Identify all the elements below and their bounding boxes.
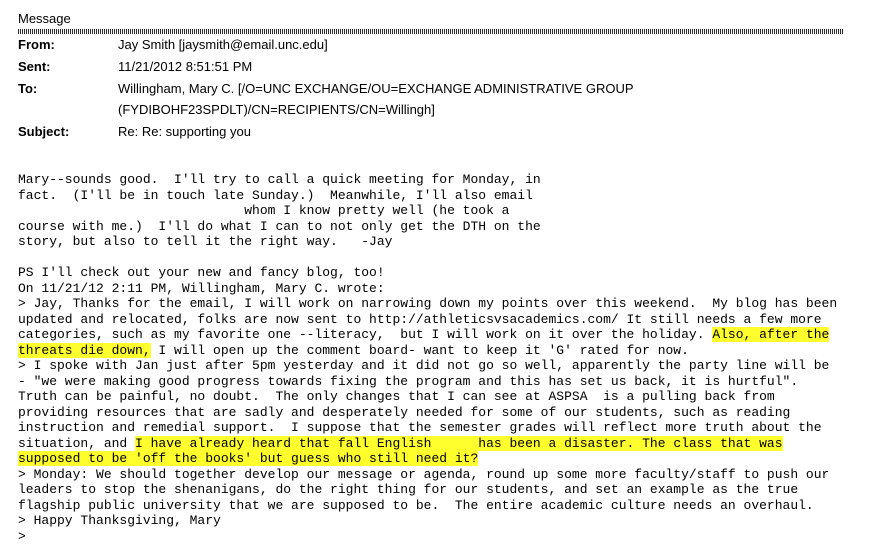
body-line: course with me.) I'll do what I can to not only get the DTH on the (18, 219, 837, 235)
body-line: - "we were making good progress towards fixing the program and this has set us back, it is hurtful". (18, 374, 837, 390)
body-line: providing resources that are sadly and desperately needed for some of our students, such as reading (18, 405, 837, 421)
body-line: > I spoke with Jan just after 5pm yesterday and it did not go so well, apparently the party line will be (18, 358, 837, 374)
to-value-line1: Willingham, Mary C. [/O=UNC EXCHANGE/OU=EXCHANGE ADMINISTRATIVE GROUP (118, 81, 634, 96)
body-line (18, 343, 837, 359)
from-value: Jay Smith [jaysmith@email.unc.edu] (118, 37, 328, 52)
to-label: To: (18, 81, 37, 96)
body-line (18, 327, 837, 343)
body-line: story, but also to tell it the right way. -Jay (18, 234, 837, 250)
body-text: categories, such as my favorite one --literacy, but I will work on it over the holiday. (18, 327, 712, 342)
body-line: > Monday: We should together develop our message or agenda, round up some more faculty/staff to push our (18, 467, 837, 483)
message-body (18, 172, 837, 544)
body-line: > Jay, Thanks for the email, I will work on narrowing down my points over this weekend. My blog has been (18, 296, 837, 312)
subject-label: Subject: (18, 124, 69, 139)
highlighted-text: I have already heard that fall English has been a disaster. The class that was (135, 436, 783, 451)
document-label: Message (18, 11, 71, 26)
body-line: PS I'll check out your new and fancy blog, too! (18, 265, 837, 281)
highlighted-text: Also, after the (712, 327, 829, 342)
body-line: > Happy Thanksgiving, Mary (18, 513, 837, 529)
body-line: fact. (I'll be in touch late Sunday.) Meanwhile, I'll also email (18, 188, 837, 204)
header-divider (18, 29, 844, 34)
body-line: leaders to stop the shenanigans, do the right thing for our students, and set an example as the true (18, 482, 837, 498)
highlighted-text: threats die down, (18, 343, 151, 358)
body-line: whom I know pretty well (he took a (18, 203, 837, 219)
sent-label: Sent: (18, 59, 51, 74)
from-label: From: (18, 37, 55, 52)
body-line: updated and relocated, folks are now sent to http://athleticsvsacademics.com/ It still needs a few more (18, 312, 837, 328)
highlighted-text: supposed to be 'off the books' but guess who still need it? (18, 451, 478, 466)
body-line (18, 451, 837, 467)
body-text: I will open up the comment board- want to keep it 'G' rated for now. (151, 343, 689, 358)
body-line: Truth can be painful, no doubt. The only changes that I can see at ASPSA is a pulling back from (18, 389, 837, 405)
body-line: > (18, 529, 837, 544)
sent-value: 11/21/2012 8:51:51 PM (118, 59, 252, 74)
body-line: On 11/21/12 2:11 PM, Willingham, Mary C. wrote: (18, 281, 837, 297)
body-line: instruction and remedial support. I suppose that the semester grades will reflect more truth about the (18, 420, 837, 436)
body-line (18, 436, 837, 452)
body-line: flagship public university that we are supposed to be. The entire academic culture needs an overhaul. (18, 498, 837, 514)
body-text: situation, and (18, 436, 135, 451)
body-line: Mary--sounds good. I'll try to call a quick meeting for Monday, in (18, 172, 837, 188)
to-value-line2: (FYDIBOHF23SPDLT)/CN=RECIPIENTS/CN=Willingh] (118, 102, 435, 117)
body-line (18, 250, 837, 266)
subject-value: Re: Re: supporting you (118, 124, 251, 139)
